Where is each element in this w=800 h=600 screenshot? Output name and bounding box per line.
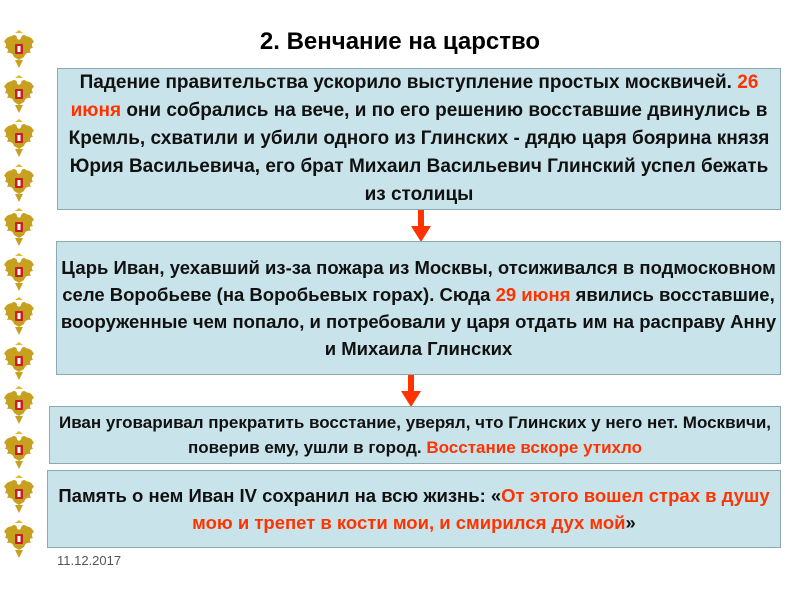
box-text: Память о нем Иван IV сохранил на всю жизнь: «От этого вошел страх в душу мою и трепет в кости мои, и смирился дух мой» <box>58 485 770 533</box>
highlight-date: 29 июня <box>495 284 571 305</box>
double-headed-eagle-icon <box>2 164 36 204</box>
double-headed-eagle-icon <box>2 342 36 382</box>
highlight-date: 26 июня <box>70 72 759 121</box>
double-headed-eagle-icon <box>2 297 36 337</box>
box-text: Иван уговаривал прекратить восстание, уверял, что Глинских у него нет. Москвичи, поверив ему, ушли в город. Восстание вскоре утихло <box>58 413 772 457</box>
arrow-down-icon <box>401 375 421 407</box>
box-text: Царь Иван, уехавший из-за пожара из Москвы, отсиживался в подмосковном селе Воробьеве (на Воробьевых горах). Сюда 29 июня явились восставшие, вооруженные чем попало, и потребовали у царя отдать им на расправу Анну и Михаила Глинских <box>60 257 777 359</box>
box-text: Падение правительства ускорило выступление простых москвичей. 26 июня они собрались на вече, и по его решению восставшие двинулись в Кремль, схватили и убили одного из Глинских - дядю царя боярина князя Юрия Васильевича, его брат Михаил Васильевич Глинский успел бежать из столицы <box>68 72 770 205</box>
double-headed-eagle-icon <box>2 475 36 515</box>
double-headed-eagle-icon <box>2 119 36 159</box>
double-headed-eagle-icon <box>2 208 36 248</box>
double-headed-eagle-icon <box>2 75 36 115</box>
eagle-column <box>2 30 40 564</box>
highlight-outcome: Восстание вскоре утихло <box>426 438 642 457</box>
arrow-down-icon <box>411 210 431 242</box>
text-box-uprising-ends <box>49 406 781 464</box>
text-box-uprising <box>57 68 781 210</box>
highlight-quote: От этого вошел страх в душу мою и трепет в кости мои, и смирился дух мой <box>192 485 770 533</box>
text-box-tsar-vorobyovo <box>56 241 781 375</box>
slide-date: 11.12.2017 <box>57 553 122 568</box>
double-headed-eagle-icon <box>2 431 36 471</box>
double-headed-eagle-icon <box>2 520 36 560</box>
text-box-quote <box>47 470 781 548</box>
double-headed-eagle-icon <box>2 386 36 426</box>
slide-title: 2. Венчание на царство <box>259 28 541 55</box>
double-headed-eagle-icon <box>2 253 36 293</box>
